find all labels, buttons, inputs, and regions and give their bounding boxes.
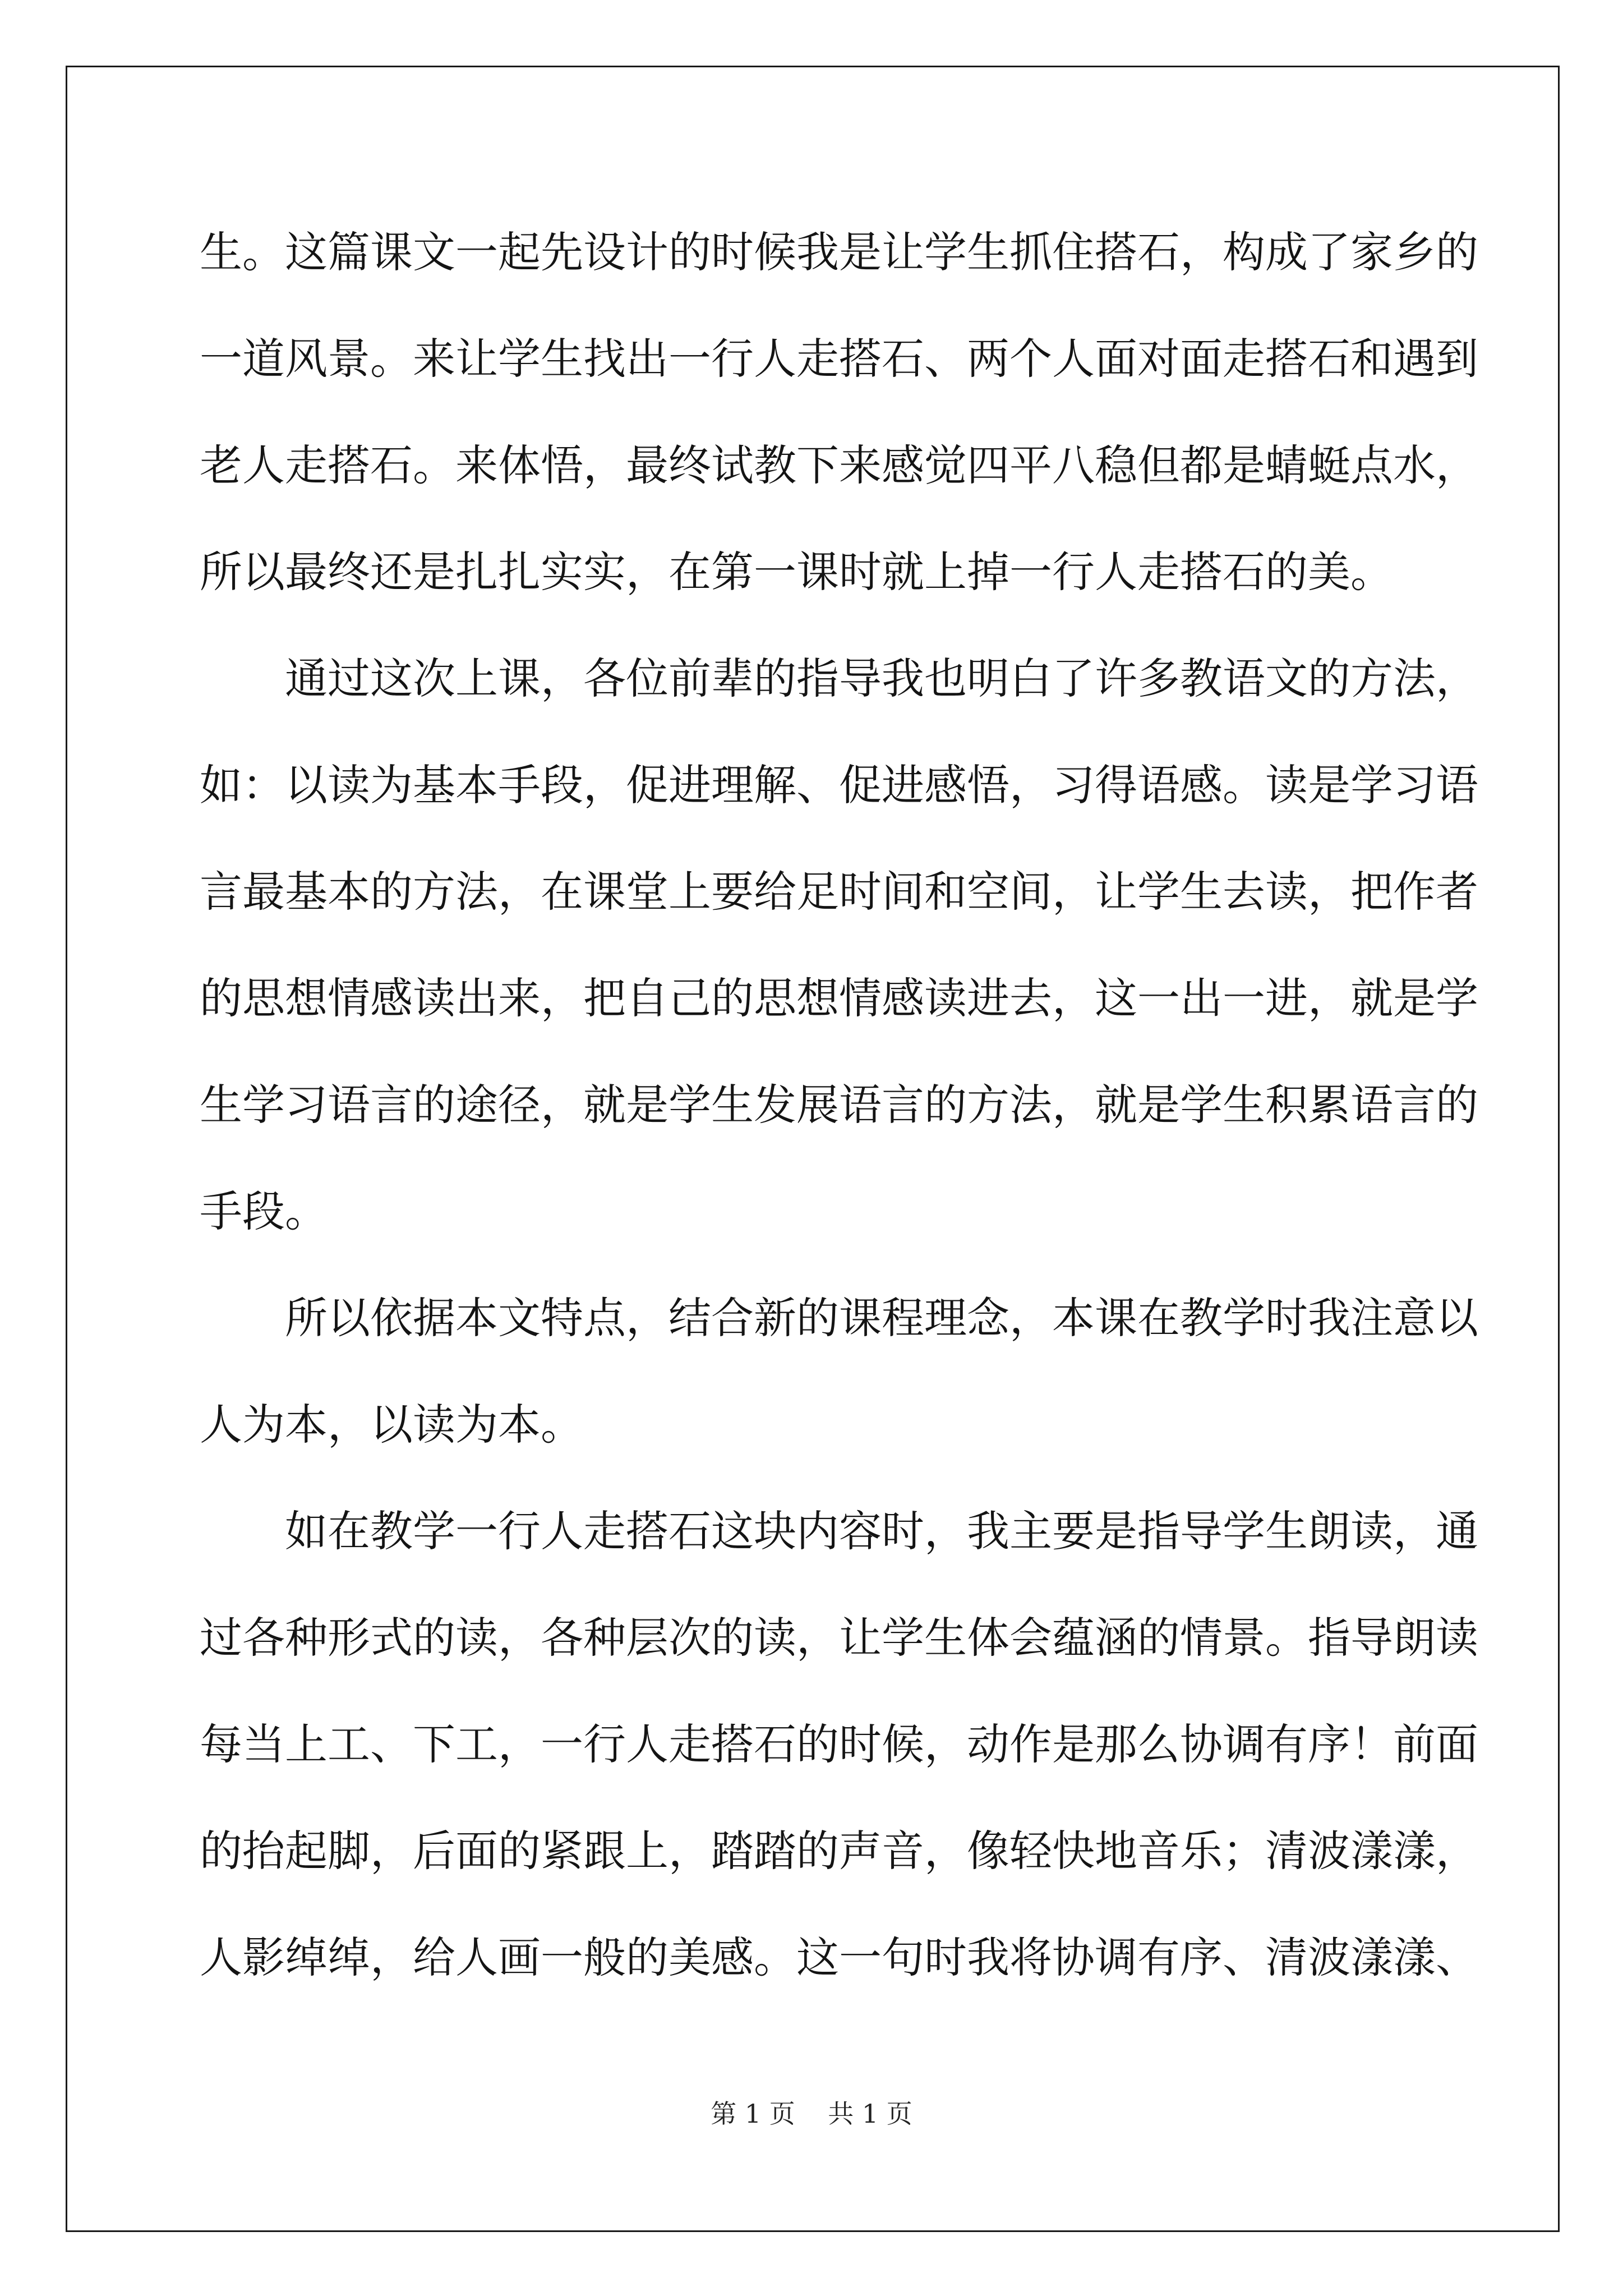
text-line: 通过这次上课，各位前辈的指导我也明白了许多教语文的方法，: [285, 654, 1478, 703]
text-line: 生。这篇课文一起先设计的时候我是让学生抓住搭石，构成了家乡的: [200, 227, 1478, 277]
text-line: 的抬起脚，后面的紧跟上，踏踏的声音，像轻快地音乐；清波漾漾，: [200, 1826, 1478, 1876]
text-line: 人影绰绰，给人画一般的美感。这一句时我将协调有序、清波漾漾、: [200, 1932, 1478, 1982]
text-line: 人为本，以读为本。: [200, 1400, 583, 1450]
text-line: 所以依据本文特点，结合新的课程理念，本课在教学时我注意以: [285, 1293, 1478, 1343]
text-line: 过各种形式的读，各种层次的读，让学生体会蕴涵的情景。指导朗读: [200, 1613, 1478, 1663]
document-body: [200, 210, 1478, 2022]
text-line: 老人走搭石。来体悟，最终试教下来感觉四平八稳但都是蜻蜓点水，: [200, 440, 1478, 490]
page-footer: 第 1 页 共 1 页: [711, 2099, 912, 2129]
text-line: 每当上工、下工，一行人走搭石的时候，动作是那么协调有序！前面: [200, 1719, 1478, 1769]
text-line: 所以最终还是扎扎实实，在第一课时就上掉一行人走搭石的美。: [200, 547, 1393, 597]
text-line: 的思想情感读出来，把自己的思想情感读进去，这一出一进，就是学: [200, 973, 1478, 1023]
text-line: 生学习语言的途径，就是学生发展语言的方法，就是学生积累语言的: [200, 1080, 1478, 1130]
text-line: 如在教学一行人走搭石这块内容时，我主要是指导学生朗读，通: [285, 1506, 1478, 1556]
text-line: 手段。: [200, 1186, 328, 1236]
text-line: 一道风景。来让学生找出一行人走搭石、两个人面对面走搭石和遇到: [200, 334, 1478, 384]
text-line: 言最基本的方法，在课堂上要给足时间和空间，让学生去读，把作者: [200, 867, 1478, 917]
text-line: 如：以读为基本手段，促进理解、促进感悟，习得语感。读是学习语: [200, 760, 1478, 810]
